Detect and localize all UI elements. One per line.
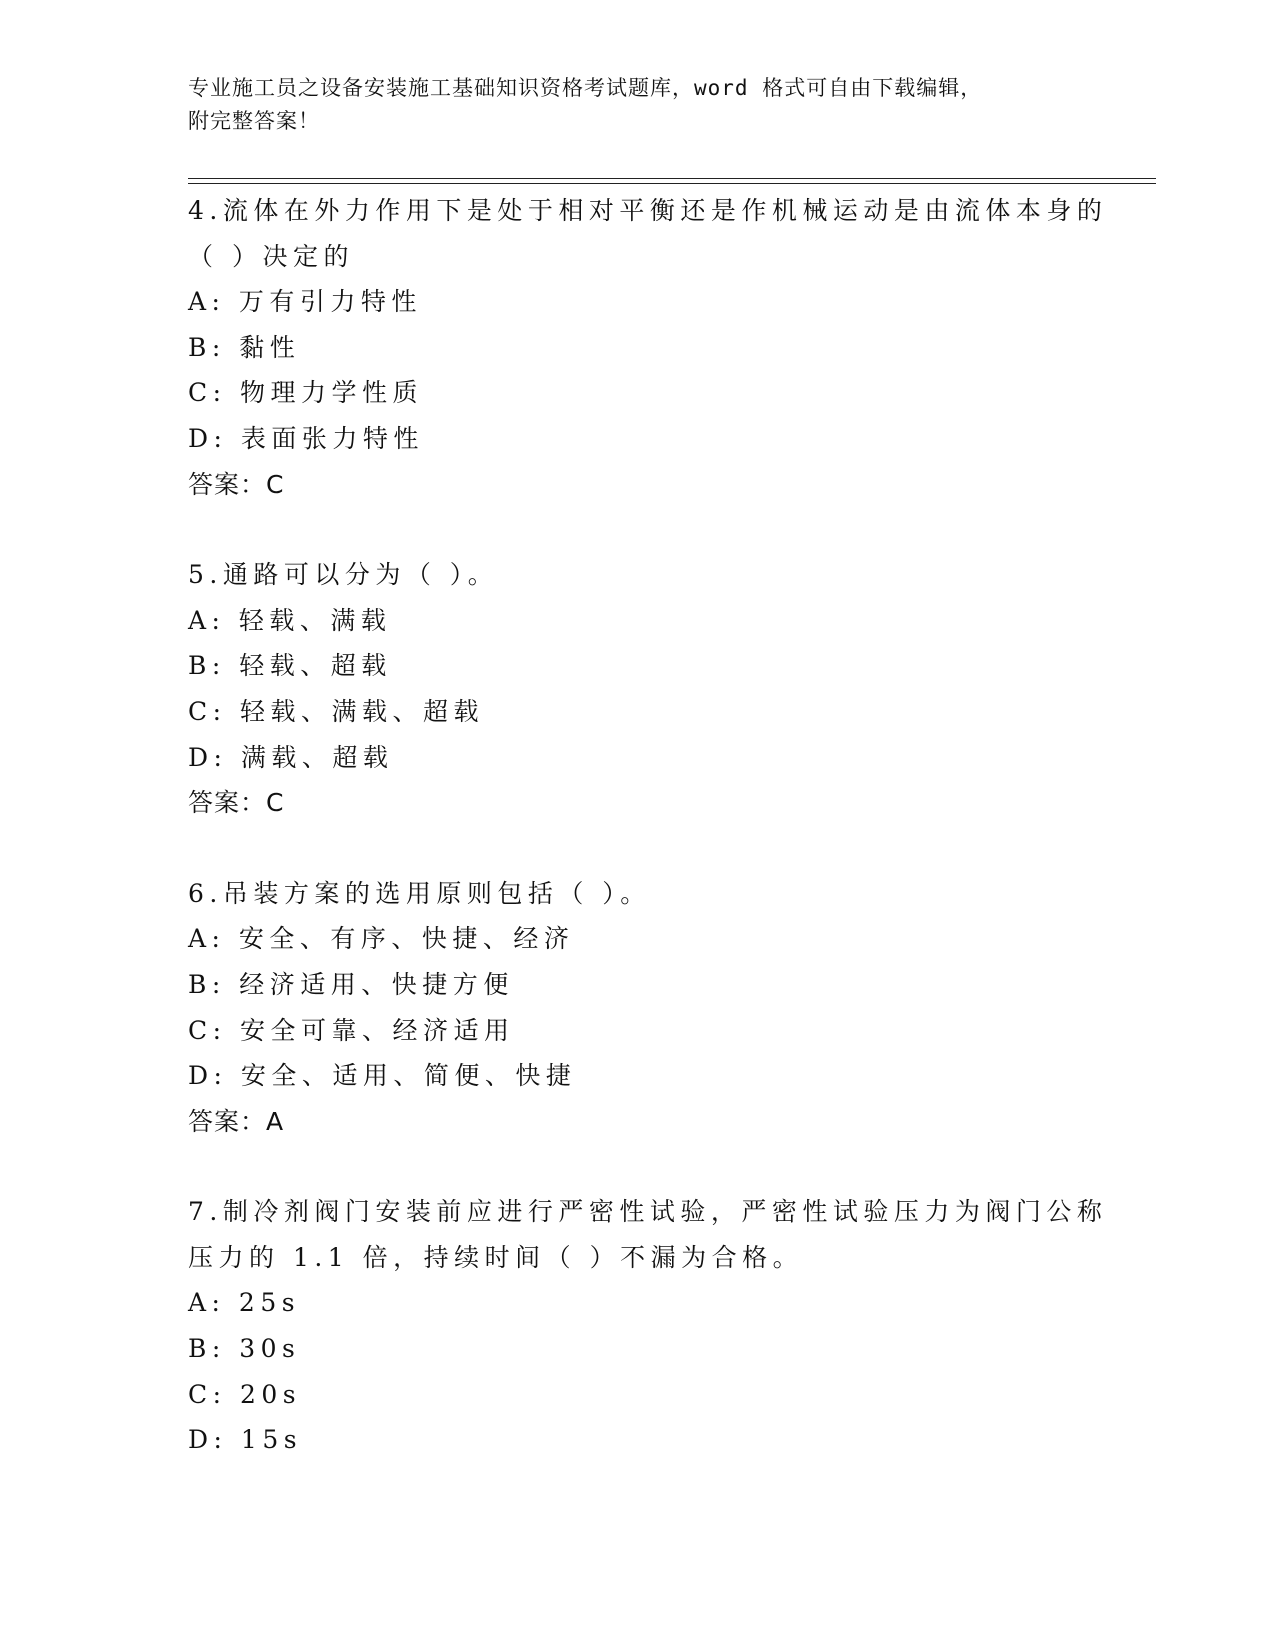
question-7 — [188, 1189, 1108, 1463]
answer-label: 答案：A — [188, 1106, 285, 1136]
option-a: A: 轻载、满载 — [188, 605, 392, 635]
option-d: D: 15s — [188, 1425, 303, 1455]
header-divider-bottom — [188, 183, 1156, 184]
question-stem-line: 5.通路可以分为（ ）。 — [188, 560, 499, 590]
option-a: A: 25s — [188, 1288, 301, 1318]
question-stem — [188, 871, 1088, 917]
option-d: D: 表面张力特性 — [188, 423, 424, 453]
question-stem-line: 4.流体在外力作用下是处于相对平衡还是作机械运动是由流体本身的 — [188, 196, 1108, 225]
header-divider-top — [188, 178, 1156, 179]
question-stem — [188, 1189, 1108, 1280]
option-b: B: 黏性 — [188, 332, 301, 362]
question-stem-line: 压力的 1.1 倍，持续时间（ ）不漏为合格。 — [188, 1242, 804, 1272]
option-a: A: 安全、有序、快捷、经济 — [188, 924, 575, 954]
document-header: 专业施工员之设备安装施工基础知识资格考试题库，word 格式可自由下载编辑， 附完整答案！ — [188, 76, 983, 133]
option-b: B: 轻载、超载 — [188, 651, 392, 681]
question-stem-line: 6.吊装方案的选用原则包括（ ）。 — [188, 878, 651, 908]
question-list — [188, 188, 1108, 1508]
question-stem-line: （ ）决定的 — [188, 241, 354, 271]
question-stem — [188, 188, 1108, 279]
question-5 — [188, 552, 1088, 826]
option-c: C: 轻载、满载、超载 — [188, 696, 484, 726]
option-d: D: 满载、超载 — [188, 742, 394, 772]
question-stem — [188, 552, 1088, 598]
option-b: B: 30s — [188, 1334, 301, 1364]
option-d: D: 安全、适用、简便、快捷 — [188, 1061, 577, 1091]
option-c: C: 物理力学性质 — [188, 378, 423, 408]
option-b: B: 经济适用、快捷方便 — [188, 969, 514, 999]
option-c: C: 20s — [188, 1379, 302, 1409]
option-a: A: 万有引力特性 — [188, 287, 422, 317]
question-stem-line: 7.制冷剂阀门安装前应进行严密性试验，严密性试验压力为阀门公称 — [188, 1197, 1108, 1227]
question-6 — [188, 871, 1088, 1145]
answer-label: 答案：C — [188, 469, 285, 499]
answer-label: 答案：C — [188, 788, 285, 818]
question-4 — [188, 188, 1108, 507]
option-c: C: 安全可靠、经济适用 — [188, 1015, 515, 1045]
